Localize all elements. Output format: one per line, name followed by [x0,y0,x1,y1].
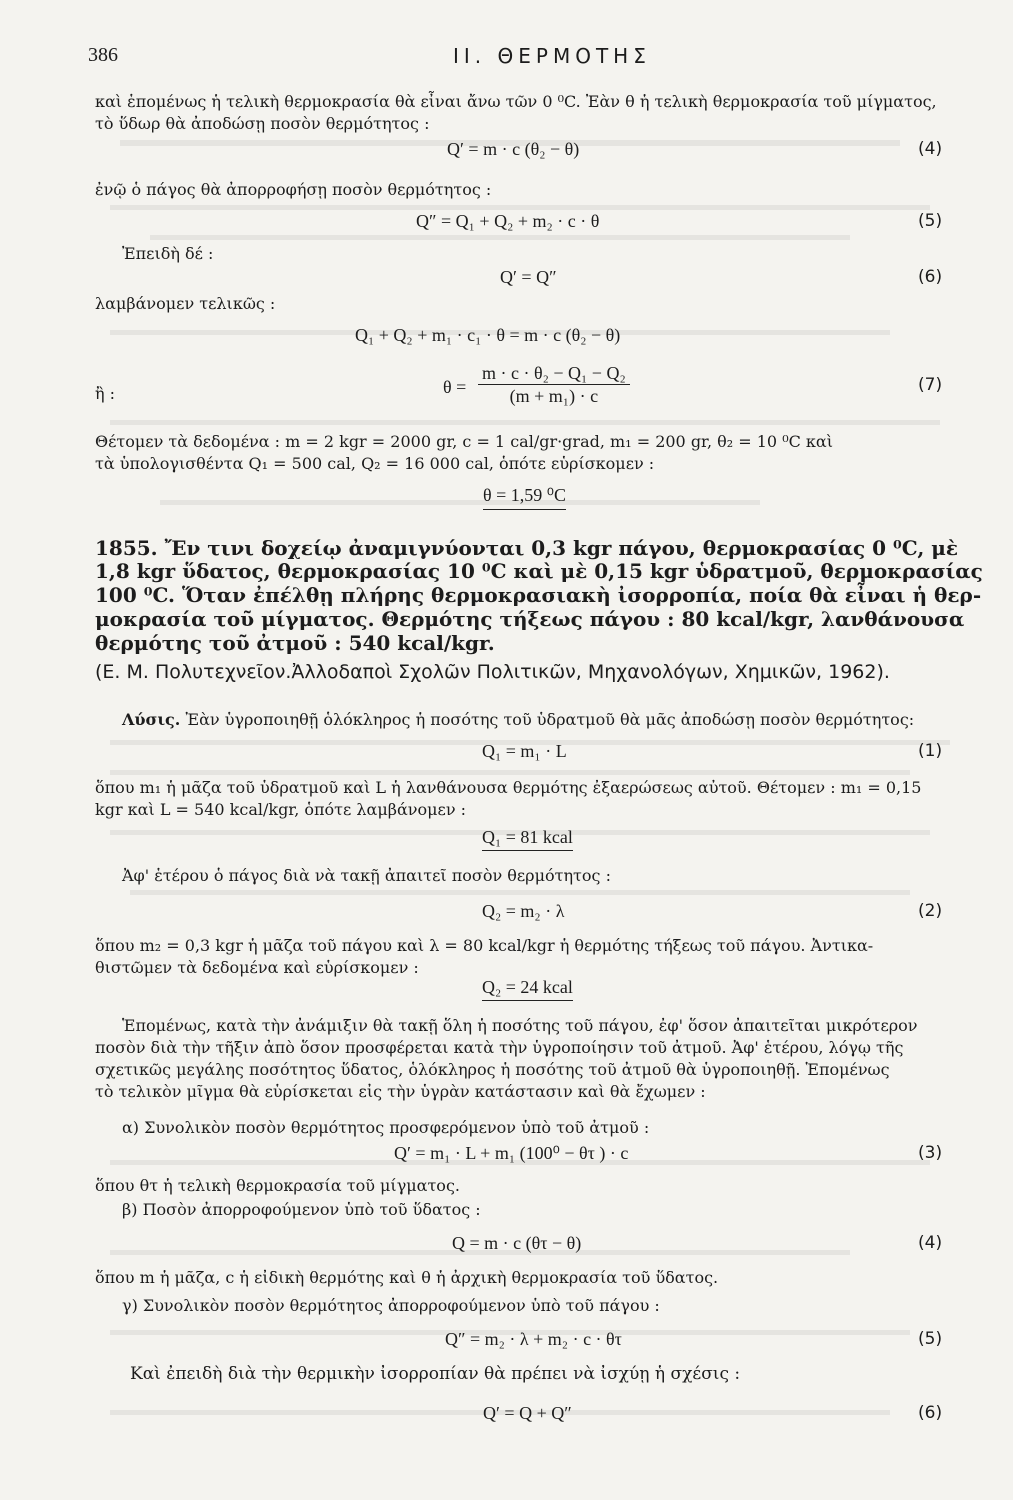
text-line: τὸ τελικὸν μῖγμα θὰ εὑρίσκεται εἰς τὴν ὑγρὰν κατάστασιν καὶ θὰ ἔχωμεν : [95,1082,706,1101]
problem-line: θερμότης τοῦ ἀτμοῦ : 540 kcal/kgr. [95,631,495,655]
solution-text: Ἐὰν ὑγροποιηθῇ ὁλόκληρος ἡ ποσότης τοῦ ὑδρατμοῦ θὰ μᾶς ἀποδώσῃ ποσὸν θερμότητος: [185,710,915,729]
text-line: ἢ : [95,384,116,403]
text-line: ὅπου m₁ ἡ μᾶζα τοῦ ὑδρατμοῦ καὶ L ἡ λανθάνουσα θερμότης ἐξαερώσεως αὐτοῦ. Θέτομεν : m₁ = 0,15 [95,778,922,797]
equation-number: (6) [918,1403,943,1423]
page-header [88,44,988,74]
text-line: kgr καὶ L = 540 kcal/kgr, ὁπότε λαμβάνομεν : [95,800,467,819]
equation-6: Q′ = Q″ [500,267,557,287]
problem-source: (Ε. Μ. Πολυτεχνεῖον.Ἀλλοδαποὶ Σχολῶν Πολιτικῶν, Μηχανολόγων, Χημικῶν, 1962). [95,661,890,683]
text-line: τὸ ὕδωρ θὰ ἀποδώσῃ ποσὸν θερμότητος : [95,114,430,133]
equation-5: Q″ = Q₁ + Q₂ + m₂ · c · θ [416,211,600,231]
equation-final-balance: Q₁ + Q₂ + m₁ · c₁ · θ = m · c (θ₂ − θ) [355,325,621,345]
fraction-denominator: (m + m₁) · c [509,386,599,406]
problem-line: 100 ⁰C. Ὅταν ἐπέλθῃ πλήρης θερμοκρασιακὴ ἰσορροπία, ποία θὰ εἶναι ἡ θερ- [95,583,982,607]
text-line: ἐνῷ ὁ πάγος θὰ ἀπορροφήσῃ ποσὸν θερμότητος : [95,180,492,199]
text-line: λαμβάνομεν τελικῶς : [95,294,276,313]
equation-number: (4) [918,139,943,159]
result-q2: Q₂ = 24 kcal [482,976,573,1001]
equation-3: Q′ = m₁ · L + m₁ (100⁰ − θτ ) · c [394,1143,629,1163]
case-c: γ) Συνολικὸν ποσὸν θερμότητος ἀπορροφούμενον ὑπὸ τοῦ πάγου : [122,1296,660,1315]
text-line: Ἐπειδὴ δέ : [122,244,214,263]
problem-line: 1,8 kgr ὕδατος, θερμοκρασίας 10 ⁰C καὶ μὲ 0,15 kgr ὑδρατμοῦ, θερμοκρασίας [95,559,983,583]
equation-5b: Q″ = m₂ · λ + m₂ · c · θτ [445,1329,622,1349]
result-q1: Q₁ = 81 kcal [482,826,573,851]
equation-number: (5) [918,211,943,231]
text-line: θιστῶμεν τὰ δεδομένα καὶ εὑρίσκομεν : [95,958,419,977]
solution-label: Λύσις. [122,710,181,729]
text-line: Ἑπομένως, κατὰ τὴν ἀνάμιξιν θὰ τακῇ ὅλη ἡ ποσότης τοῦ πάγου, ἐφ' ὅσον ἀπαιτεῖται μικρότερον [122,1016,918,1035]
running-head: ΙΙ. ΘΕΡΜΟΤΗΣ [453,44,651,68]
equation-number: (3) [918,1143,943,1163]
equation-1: Q₁ = m₁ · L [482,741,567,761]
equation-number: (7) [918,375,943,395]
result-theta: θ = 1,59 ⁰C [483,484,566,510]
problem-line: 1855. Ἔν τινι δοχείῳ ἀναμιγνύονται 0,3 kgr πάγου, θερμοκρασίας 0 ⁰C, μὲ [95,536,959,560]
text-line: ὅπου m₂ = 0,3 kgr ἡ μᾶζα τοῦ πάγου καὶ λ = 80 kcal/kgr ἡ θερμότης τήξεως τοῦ πάγου. Ἀντικα- [95,936,874,955]
text-line: Θέτομεν τὰ δεδομένα : m = 2 kgr = 2000 gr, c = 1 cal/gr·grad, m₁ = 200 gr, θ₂ = 10 ⁰C καὶ [95,432,834,451]
fraction-numerator: m · c · θ₂ − Q₁ − Q₂ [478,362,630,385]
solution-intro [122,710,914,730]
text-line: σχετικῶς μεγάλης ποσότητος ὕδατος, ὁλόκληρος ἡ ποσότης τοῦ ἀτμοῦ θὰ ὑγροποιηθῇ. Ἑπομένως [95,1060,890,1079]
text-line: ποσὸν διὰ τὴν τῆξιν ἀπὸ ὅσον προσφέρεται κατὰ τὴν ὑγροποίησιν τοῦ ἀτμοῦ. Ἀφ' ἑτέρου, λόγῳ τῆς [95,1038,904,1057]
equation-number: (6) [918,267,943,287]
page-number: 386 [88,44,118,66]
case-b: β) Ποσὸν ἀπορροφούμενον ὑπὸ τοῦ ὕδατος : [122,1200,481,1219]
text-line: Ἀφ' ἑτέρου ὁ πάγος διὰ νὰ τακῇ ἀπαιτεῖ ποσὸν θερμότητος : [122,866,611,885]
equation-7-fraction [478,362,630,407]
equation-number: (2) [918,901,943,921]
text-line: Καὶ ἐπειδὴ διὰ τὴν θερμικὴν ἰσορροπίαν θὰ πρέπει νὰ ἰσχύῃ ἡ σχέσις : [130,1364,741,1384]
equation-2: Q₂ = m₂ · λ [482,901,565,921]
equation-7-lhs: θ = [443,377,467,397]
equation-6c: Q′ = Q + Q″ [483,1403,572,1423]
equation-number: (4) [918,1233,943,1253]
problem-line: μοκρασία τοῦ μίγματος. Θερμότης τήξεως πάγου : 80 kcal/kgr, λανθάνουσα [95,607,965,631]
equation-number: (1) [918,741,943,761]
text-line: τὰ ὑπολογισθέντα Q₁ = 500 cal, Q₂ = 16 000 cal, ὁπότε εὑρίσκομεν : [95,454,655,473]
case-a: α) Συνολικὸν ποσὸν θερμότητος προσφερόμενον ὑπὸ τοῦ ἀτμοῦ : [122,1118,650,1137]
equation-number: (5) [918,1329,943,1349]
equation-4: Q′ = m · c (θ₂ − θ) [447,139,580,159]
text-line: ὅπου θτ ἡ τελικὴ θερμοκρασία τοῦ μίγματος. [95,1176,460,1195]
text-line: καὶ ἑπομένως ἡ τελικὴ θερμοκρασία θὰ εἶναι ἄνω τῶν 0 ⁰C. Ἐὰν θ ἡ τελικὴ θερμοκρασία τοῦ μίγματος, [95,92,937,111]
text-line: ὅπου m ἡ μᾶζα, c ἡ εἰδικὴ θερμότης καὶ θ ἡ ἀρχικὴ θερμοκρασία τοῦ ὕδατος. [95,1268,719,1287]
equation-4b: Q = m · c (θτ − θ) [452,1233,582,1253]
